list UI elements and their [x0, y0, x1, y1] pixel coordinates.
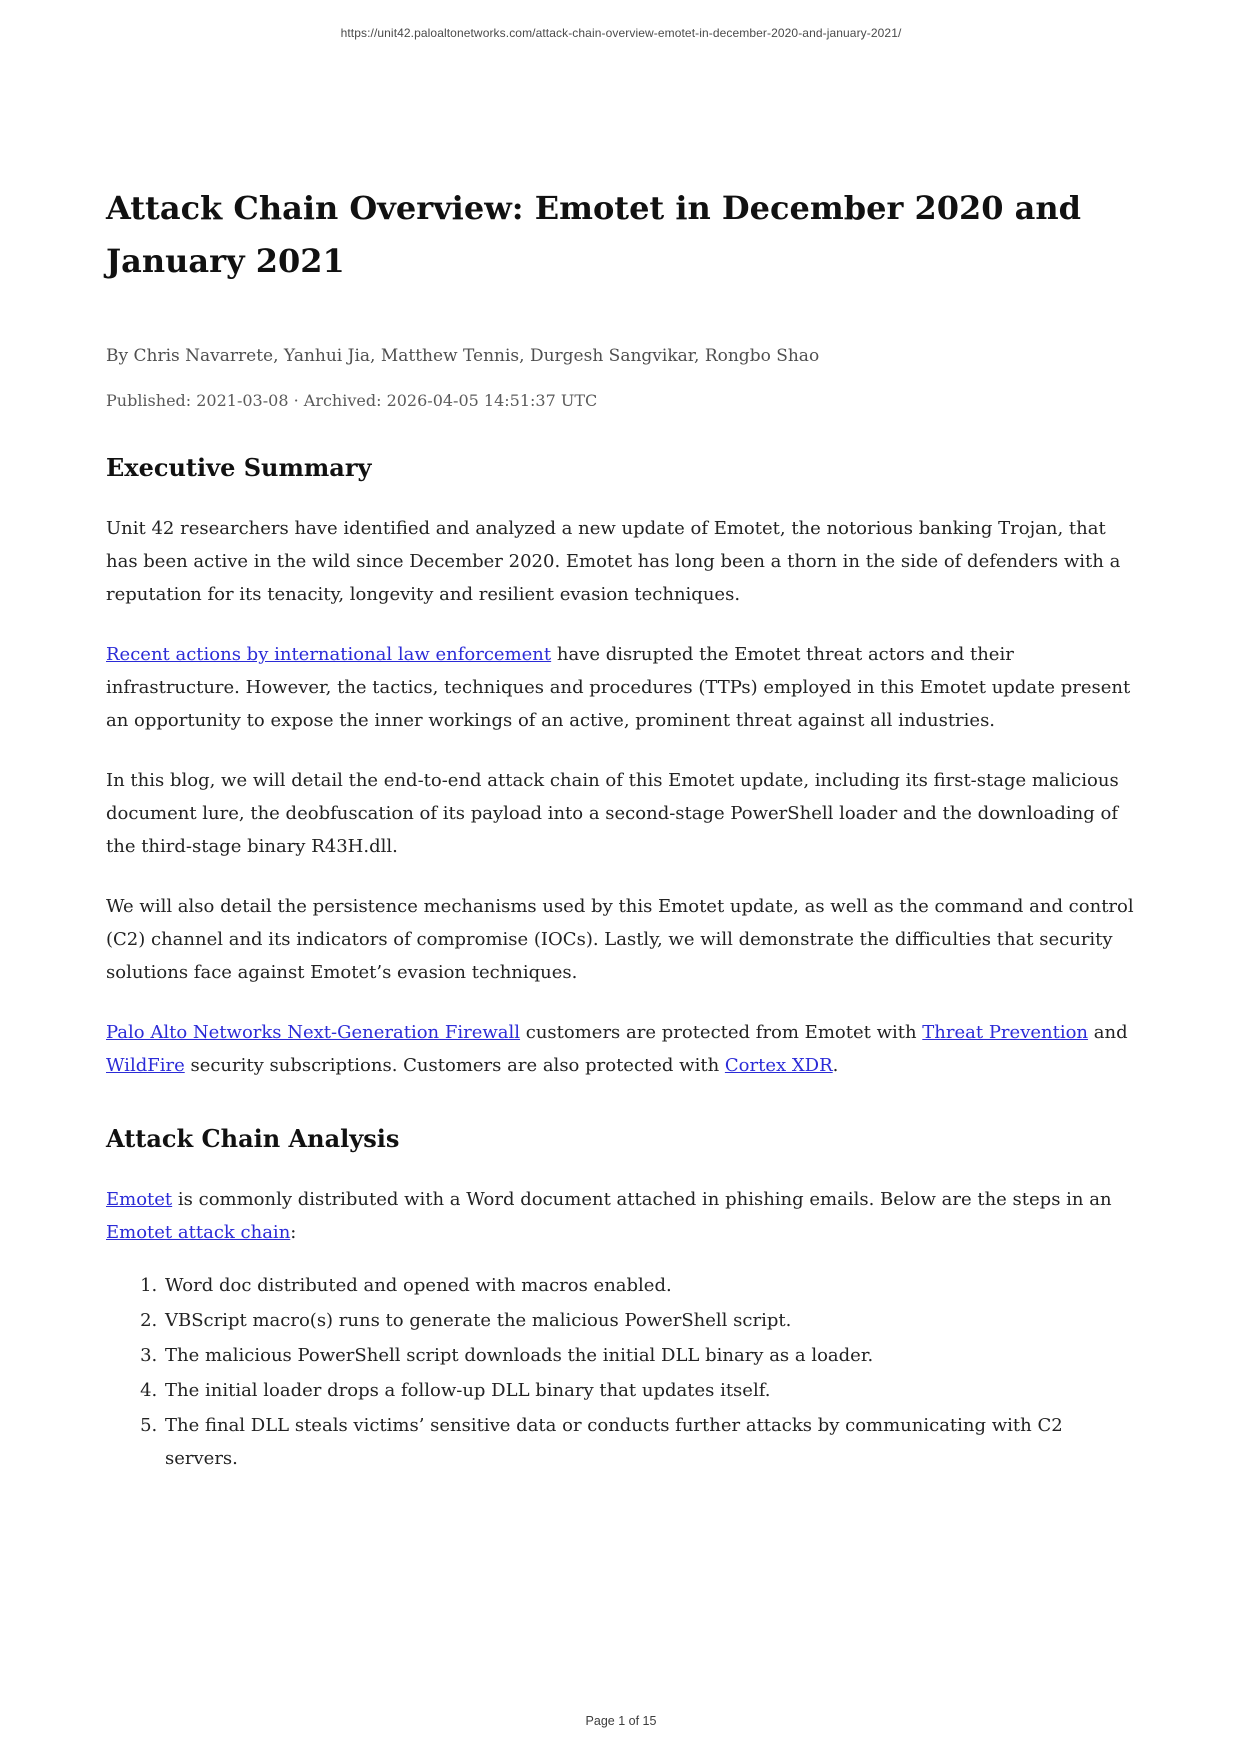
paragraph-persistence-c2 [106, 890, 1136, 989]
paragraph-text: and [1088, 1022, 1128, 1043]
attack-step-item: 2. VBScript macro(s) runs to generate the malicious PowerShell script. [163, 1304, 1136, 1337]
article-byline: By Chris Navarrete, Yanhui Jia, Matthew Tennis, Durgesh Sangvikar, Rongbo Shao [106, 346, 820, 366]
link-threat-prevention[interactable]: Threat Prevention [922, 1022, 1089, 1043]
paragraph-text: customers are protected from Emotet with [520, 1022, 923, 1043]
link-wildfire[interactable]: WildFire [106, 1055, 185, 1076]
link-recent-actions-law-enforcement[interactable]: Recent actions by international law enforcement [106, 644, 552, 665]
link-emotet-attack-chain[interactable]: Emotet attack chain [106, 1222, 291, 1243]
section-heading-attack-chain-analysis: Attack Chain Analysis [106, 1124, 400, 1153]
paragraph-text: . [832, 1055, 839, 1076]
paragraph-law-enforcement [106, 638, 1136, 737]
paragraph-text: Unit 42 researchers have identified and analyzed a new update of Emotet, the notorious banking Trojan, that has been active in the wild since December 2020. Emotet has long been a thorn in the side of defenders with a reputation for its tenacity, longevity and resilient evasion techniques. [106, 518, 1121, 605]
page-number: Page 1 of 15 [585, 1714, 657, 1728]
paragraph-intro-emotet [106, 512, 1136, 611]
paragraph-text: In this blog, we will detail the end-to-end attack chain of this Emotet update, including its first-stage malicious document lure, the deobfuscation of its payload into a second-stage PowerShell loader and the downloading of the third-stage binary R43H.dll. [106, 770, 1119, 857]
article-title: Attack Chain Overview: Emotet in December 2020 and January 2021 [106, 189, 1082, 280]
article-content [106, 182, 1136, 1475]
attack-step-item: 5. The final DLL steals victims’ sensitive data or conducts further attacks by communicating with C2 servers. [163, 1409, 1136, 1475]
paragraph-text: security subscriptions. Customers are also protected with [184, 1055, 725, 1076]
paragraph-text: is commonly distributed with a Word document attached in phishing emails. Below are the steps in an [172, 1189, 1112, 1210]
paragraph-protections [106, 1016, 1136, 1082]
paragraph-text: have disrupted the Emotet threat actors and their infrastructure. However, the tactics, techniques and procedures (TTPs) employed in this Emotet update present an opportunity to expose the inner workings of an active, prominent threat against all industries. [106, 644, 1131, 731]
paragraph-text: : [290, 1222, 297, 1243]
section-heading-executive-summary: Executive Summary [106, 453, 372, 482]
attack-step-item: 3. The malicious PowerShell script downloads the initial DLL binary as a loader. [163, 1339, 1136, 1372]
attack-steps-list [106, 1269, 1136, 1475]
link-ngfw[interactable]: Palo Alto Networks Next-Generation Firewall [106, 1022, 521, 1043]
article-meta: Published: 2021-03-08 · Archived: 2026-04-05 14:51:37 UTC [106, 391, 598, 410]
attack-step-item: 1. Word doc distributed and opened with macros enabled. [163, 1269, 1136, 1302]
link-cortex-xdr[interactable]: Cortex XDR [724, 1055, 833, 1076]
paragraph-attack-chain-detail [106, 764, 1136, 863]
paragraph-attack-chain-intro [106, 1183, 1136, 1249]
attack-step-item: 4. The initial loader drops a follow-up DLL binary that updates itself. [163, 1374, 1136, 1407]
paragraph-text: We will also detail the persistence mechanisms used by this Emotet update, as well as the command and control (C2) channel and its indicators of compromise (IOCs). Lastly, we will demonstrate the difficulties that security solutions face against Emotet’s evasion techniques. [106, 896, 1134, 983]
page-url: https://unit42.paloaltonetworks.com/attack-chain-overview-emotet-in-december-2020-and-january-2021/ [340, 26, 902, 40]
link-emotet[interactable]: Emotet [106, 1189, 173, 1210]
